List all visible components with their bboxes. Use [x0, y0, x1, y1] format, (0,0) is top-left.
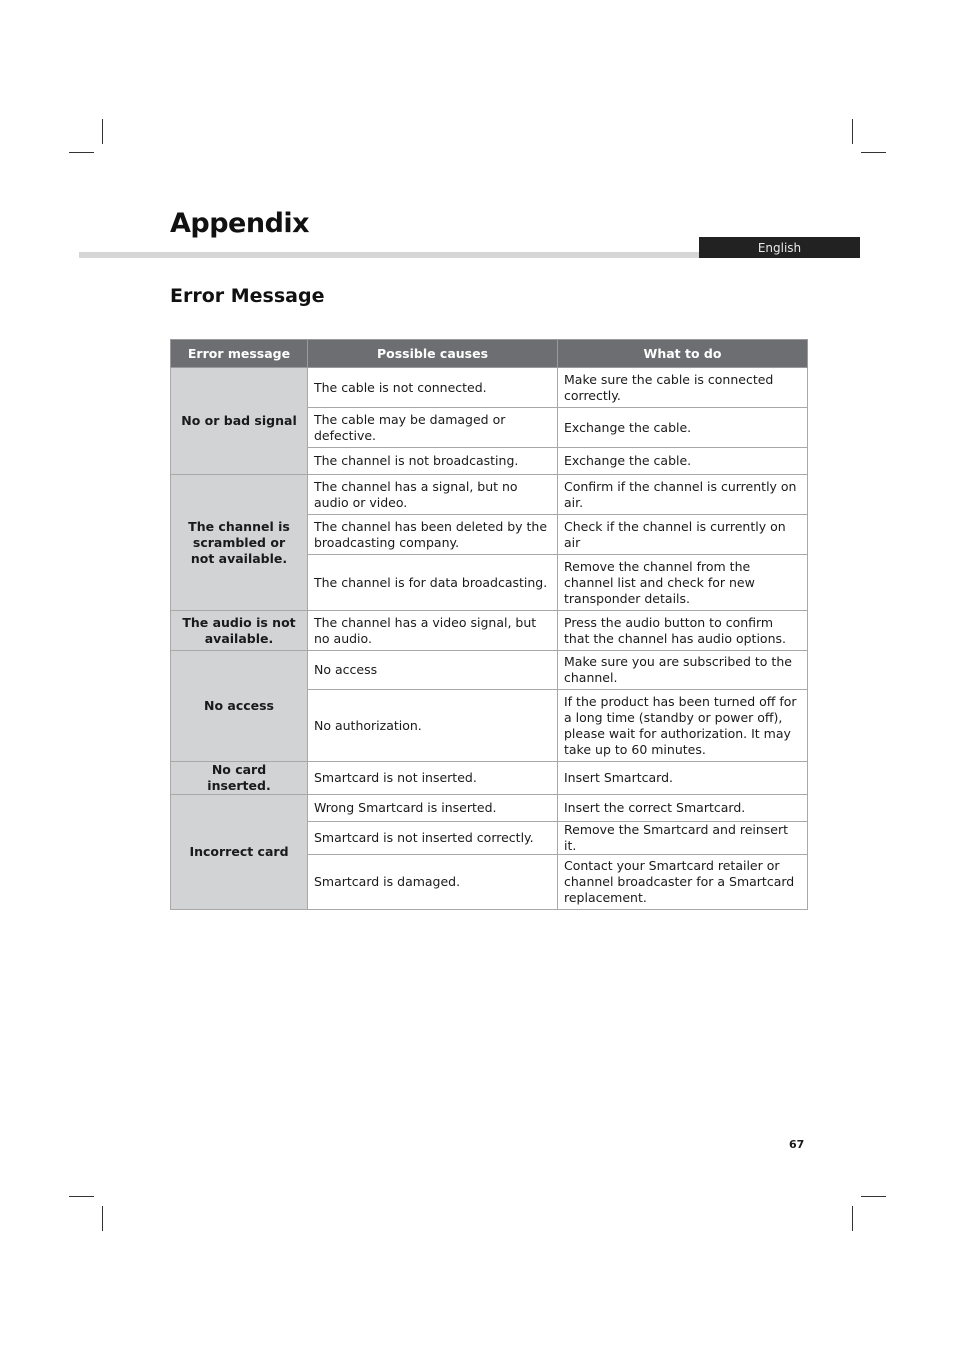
- page-number: 67: [789, 1138, 805, 1151]
- cause-cell: Smartcard is not inserted.: [308, 762, 558, 795]
- error-message-cell: No card inserted.: [171, 762, 308, 795]
- crop-mark: [102, 119, 103, 144]
- column-header-possible-causes: Possible causes: [308, 340, 558, 368]
- crop-mark: [852, 119, 853, 144]
- action-cell: Confirm if the channel is currently on air.: [558, 475, 808, 515]
- cause-cell: The channel is not broadcasting.: [308, 448, 558, 475]
- table-row: [171, 795, 808, 822]
- cause-cell: The channel has a signal, but no audio or video.: [308, 475, 558, 515]
- action-cell: Remove the Smartcard and reinsert it.: [558, 822, 808, 855]
- action-cell: Check if the channel is currently on air: [558, 515, 808, 555]
- cause-cell: Smartcard is damaged.: [308, 855, 558, 910]
- header-rule: [79, 252, 699, 258]
- cause-cell: The cable may be damaged or defective.: [308, 408, 558, 448]
- action-cell: Insert the correct Smartcard.: [558, 795, 808, 822]
- error-message-cell: The channel is scrambled or not available.: [171, 475, 308, 611]
- crop-mark: [102, 1206, 103, 1231]
- table-row: [171, 475, 808, 515]
- crop-mark: [861, 152, 886, 153]
- action-cell: Exchange the cable.: [558, 448, 808, 475]
- cause-cell: No authorization.: [308, 690, 558, 762]
- action-cell: Exchange the cable.: [558, 408, 808, 448]
- action-cell: Insert Smartcard.: [558, 762, 808, 795]
- table-row: [171, 368, 808, 408]
- table-row: [171, 762, 808, 795]
- crop-mark: [69, 152, 94, 153]
- cause-cell: The channel has been deleted by the broadcasting company.: [308, 515, 558, 555]
- cause-cell: Smartcard is not inserted correctly.: [308, 822, 558, 855]
- error-message-cell: No or bad signal: [171, 368, 308, 475]
- crop-mark: [852, 1206, 853, 1231]
- cause-cell: The cable is not connected.: [308, 368, 558, 408]
- error-message-cell: No access: [171, 651, 308, 762]
- table-row: [171, 611, 808, 651]
- cause-cell: No access: [308, 651, 558, 690]
- crop-mark: [861, 1196, 886, 1197]
- action-cell: Make sure you are subscribed to the channel.: [558, 651, 808, 690]
- cause-cell: Wrong Smartcard is inserted.: [308, 795, 558, 822]
- table-header-row: [171, 340, 808, 368]
- page-title: Appendix: [170, 208, 310, 239]
- cause-cell: The channel is for data broadcasting.: [308, 555, 558, 611]
- action-cell: If the product has been turned off for a long time (standby or power off), please wait for authorization. It may take up to 60 minutes.: [558, 690, 808, 762]
- cause-cell: The channel has a video signal, but no audio.: [308, 611, 558, 651]
- error-message-cell: The audio is not available.: [171, 611, 308, 651]
- column-header-error-message: Error message: [171, 340, 308, 368]
- error-message-cell: Incorrect card: [171, 795, 308, 910]
- error-message-table: [170, 339, 808, 910]
- column-header-what-to-do: What to do: [558, 340, 808, 368]
- action-cell: Make sure the cable is connected correctly.: [558, 368, 808, 408]
- table-row: [171, 651, 808, 690]
- section-title: Error Message: [170, 285, 325, 307]
- crop-mark: [69, 1196, 94, 1197]
- action-cell: Contact your Smartcard retailer or channel broadcaster for a Smartcard replacement.: [558, 855, 808, 910]
- action-cell: Press the audio button to confirm that the channel has audio options.: [558, 611, 808, 651]
- language-tab: English: [699, 237, 860, 258]
- action-cell: Remove the channel from the channel list and check for new transponder details.: [558, 555, 808, 611]
